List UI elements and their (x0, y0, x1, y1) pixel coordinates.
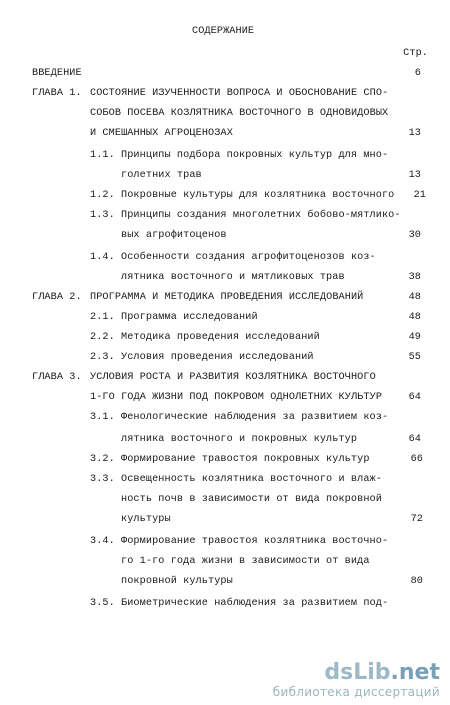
toc-intro-label: ВВЕДЕНИЕ (32, 68, 82, 79)
toc-entry-text: Освещенность козлятника восточного и влаж- (121, 474, 382, 485)
toc-section-number: 1.2. (90, 190, 115, 201)
toc-entry-text: го 1-го года жизни в зависимости от вида (121, 556, 370, 567)
toc-page-number: 66 (410, 454, 423, 465)
toc-page-number: 48 (408, 292, 421, 303)
toc-entry-text: СОБОВ ПОСЕВА КОЗЛЯТНИКА ВОСТОЧНОГО В ОДНОВИДОВЫХ (90, 108, 389, 119)
site-watermark (273, 661, 440, 699)
toc-entry-text: Принципы создания многолетних бобово-мятлико- (121, 210, 401, 221)
toc-entry-text: Покровные культуры для козлятника восточного (121, 190, 395, 201)
toc-entry-text: вых агрофитоценов (121, 230, 227, 241)
toc-page-number: 13 (408, 170, 421, 181)
page-column-header: Стр. (403, 48, 428, 59)
toc-entry-text: Условия проведения исследований (121, 352, 314, 363)
toc-section-number: 1.3. (90, 210, 115, 221)
toc-section-number: 3.5. (90, 598, 115, 609)
toc-section-number: 3.4. (90, 536, 115, 547)
toc-section-number: 2.1. (90, 312, 115, 323)
toc-entry-text: Программа исследований (121, 312, 258, 323)
page-title: СОДЕРЖАНИЕ (192, 26, 255, 37)
toc-page-number: 13 (408, 128, 421, 139)
watermark-logo: dsLib.net (324, 660, 440, 685)
toc-entry-text: ПРОГРАММА И МЕТОДИКА ПРОВЕДЕНИЯ ИССЛЕДОВАНИЙ (90, 292, 364, 303)
toc-entry-text: Фенологические наблюдения за развитием коз- (121, 412, 389, 423)
toc-page-number: 55 (408, 352, 421, 363)
toc-section-number: 1.1. (90, 150, 115, 161)
toc-section-number: 3.2. (90, 454, 115, 465)
toc-section-number: 2.2. (90, 332, 115, 343)
toc-chapter-label: ГЛАВА 3. (32, 372, 82, 383)
toc-entry-text: Формирование травостоя козлятника восточно- (121, 536, 389, 547)
toc-entry-text: И СМЕШАННЫХ АГРОЦЕНОЗАХ (90, 128, 233, 139)
toc-page-number: 38 (408, 272, 421, 283)
toc-entry-text: Особенности создания агрофитоценозов коз- (121, 252, 376, 263)
toc-page-number: 64 (408, 434, 421, 445)
toc-entry-text: лятника восточного и покровных культур (121, 434, 358, 445)
toc-page-number: 48 (408, 312, 421, 323)
toc-entry-text: ность почв в зависимости от вида покровной (121, 494, 382, 505)
toc-entry-text: Принципы подбора покровных культур для мно- (121, 150, 389, 161)
watermark-subtitle: библиотека диссертаций (272, 685, 440, 699)
toc-entry-text: лятника восточного и мятликовых трав (121, 272, 345, 283)
toc-section-number: 3.1. (90, 412, 115, 423)
toc-section-number: 2.3. (90, 352, 115, 363)
toc-page-number: 64 (408, 392, 421, 403)
toc-page-number: 21 (413, 190, 426, 201)
toc-page-number: 6 (414, 68, 421, 79)
toc-entry-text: Методика проведения исследований (121, 332, 320, 343)
toc-entry-text: голетних трав (121, 170, 202, 181)
toc-entry-text: Формирование травостоя покровных культур (121, 454, 370, 465)
toc-entry-text: УСЛОВИЯ РОСТА И РАЗВИТИЯ КОЗЛЯТНИКА ВОСТОЧНОГО (90, 372, 376, 383)
toc-page-number: 49 (408, 332, 421, 343)
toc-entry-text: покровной культуры (121, 576, 233, 587)
toc-page-number: 80 (410, 576, 423, 587)
toc-section-number: 1.4. (90, 252, 115, 263)
toc-entry-text: Биометрические наблюдения за развитием под- (121, 598, 389, 609)
toc-entry-text: СОСТОЯНИЕ ИЗУЧЕННОСТИ ВОПРОСА И ОБОСНОВАНИЕ СПО- (90, 88, 389, 99)
toc-entry-text: культуры (121, 514, 171, 525)
toc-page-number: 30 (408, 230, 421, 241)
toc-page-number: 72 (410, 514, 423, 525)
toc-entry-text: 1-ГО ГОДА ЖИЗНИ ПОД ПОКРОВОМ ОДНОЛЕТНИХ КУЛЬТУР (90, 392, 383, 403)
toc-chapter-label: ГЛАВА 2. (32, 292, 82, 303)
toc-section-number: 3.3. (90, 474, 115, 485)
toc-chapter-label: ГЛАВА 1. (32, 88, 82, 99)
